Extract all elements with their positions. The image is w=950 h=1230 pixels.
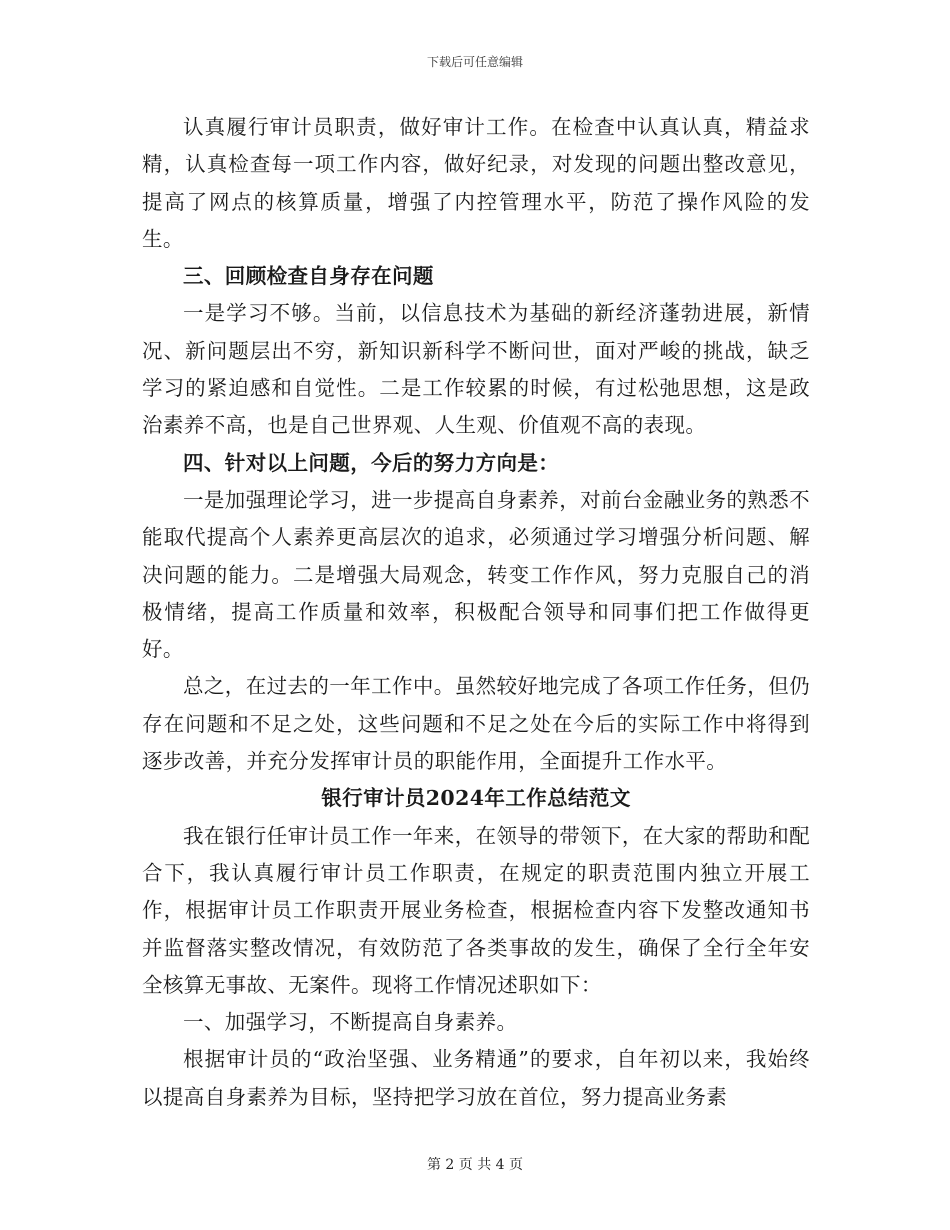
paragraph-improvement: 一是加强理论学习，进一步提高自身素养，对前台金融业务的熟悉不能取代提高个人素养更高层次的追求，必须通过学习增强分析问题、解决问题的能力。二是增强大局观念，转变工作作风，努力克服自己的消极情绪，提高工作质量和效率，积极配合领导和同事们把工作做得更好。 [142,487,810,662]
paragraph-summary: 总之，在过去的一年工作中。虽然较好地完成了各项工作任务，但仍存在问题和不足之处，这些问题和不足之处在今后的实际工作中将得到逐步改善，并充分发挥审计员的职能作用，全面提升工作水平。 [142,674,810,774]
section-heading-1: 一、加强学习，不断提高自身素养。 [183,1010,518,1035]
paragraph-audit-duties: 认真履行审计员职责，做好审计工作。在检查中认真认真，精益求精，认真检查每一项工作内容，做好纪录，对发现的问题出整改意见，提高了网点的核算质量，增强了内控管理水平，防范了操作风险的发生。 [142,115,810,251]
page-footer: 第 2 页 共 4 页 [426,1157,524,1173]
paragraph-learning: 根据审计员的“政治坚强、业务精通”的要求，自年初以来，我始终以提高自身素养为目标，坚持把学习放在首位，努力提高业务素 [142,1047,810,1109]
section-heading-3: 三、回顾检查自身存在问题 [183,264,434,289]
document-body [142,109,810,1116]
section-heading-4: 四、针对以上问题，今后的努力方向是： [183,450,560,475]
page-header: 下载后可任意编辑 [426,55,523,69]
paragraph-intro: 我在银行任审计员工作一年来，在领导的带领下，在大家的帮助和配合下，我认真履行审计员工作职责，在规定的职责范围内独立开展工作，根据审计员工作职责开展业务检查，根据检查内容下发整改通知书并监督落实整改情况，有效防范了各类事故的发生，确保了全行全年安全核算无事故、无案件。现将工作情况述职如下： [142,823,810,997]
paragraph-problems: 一是学习不够。当前，以信息技术为基础的新经济蓬勃进展，新情况、新问题层出不穷，新知识新科学不断问世，面对严峻的挑战，缺乏学习的紧迫感和自觉性。二是工作较累的时候，有过松弛思想，这是政治素养不高，也是自己世界观、人生观、价值观不高的表现。 [142,301,810,438]
document-title: 银行审计员2024年工作总结范文 [321,786,631,811]
